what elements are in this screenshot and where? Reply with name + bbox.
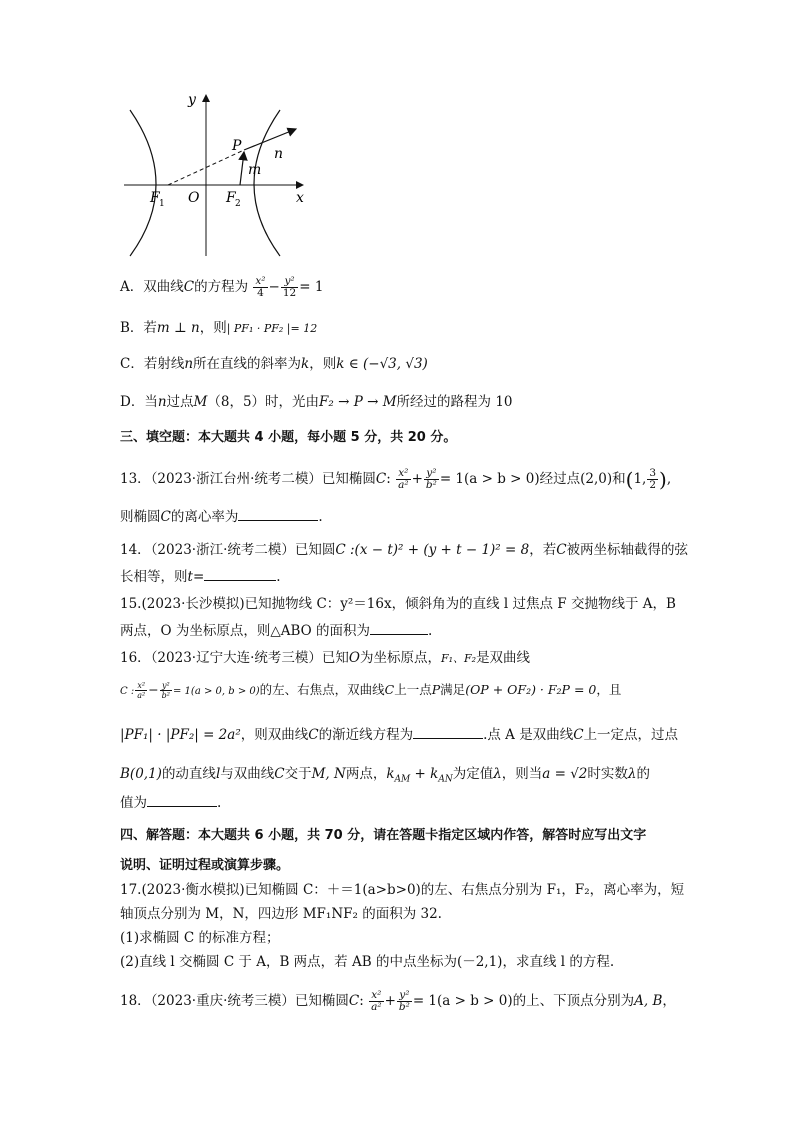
answer-blank-14[interactable] [204,566,276,581]
option-c: C．若射线n所在直线的斜率为k，则k ∈ (−√3, √3) [120,356,428,372]
question-14: 14．（2023·浙江·统考二模）已知圆C :(x − t)² + (y + t − 1)² = 8，若C被两坐标轴截得的弦 [120,542,689,558]
origin-label: O [188,190,200,206]
x-axis-arrow [296,181,304,189]
frac-y2-12: $\frac{\text{y²}}{12}$ [282,275,297,299]
question-14-line2: 长相等，则t= . [120,566,281,587]
question-17-line2: 轴顶点分别为 M，N，四边形 MF₁NF₂ 的面积为 32. [120,906,442,922]
f1-sub: 1 [159,199,165,209]
question-17-part2: (2)直线 l 交椭圆 C 于 A，B 两点，若 AB 的中点坐标为(－2,1)，求直线 l 的方程. [120,954,615,970]
answer-blank-16b[interactable] [147,792,217,807]
option-a: A．双曲线C的方程为 $\frac{\text{x²}}{4}$ − $\frac{\text{y²}}{12}$ = 1 [120,275,324,299]
y-label: y [188,92,196,108]
answer-blank-16a[interactable] [413,724,483,739]
answer-blank-13[interactable] [238,506,318,521]
f1-label: F [150,190,160,206]
question-17-part1: (1)求椭圆 C 的标准方程； [120,930,280,946]
question-16-line4: B(0,1)的动直线l与双曲线C交于M, N两点，$k_{AM} + k_{AN}$为定值λ，则当a = √2时实数λ的 [120,766,650,785]
section-4-heading-line2: 说明、证明过程或演算步骤。 [120,858,290,873]
section-4-heading: 四、解答题：本大题共 6 小题，共 70 分，请在答题卡指定区域内作答，解答时应写出文字 [120,828,647,843]
right-branch [254,110,280,256]
f2-label: F [226,190,236,206]
x-label: x [296,190,304,206]
n-label: n [274,146,284,162]
question-13: 13．（2023·浙江台州·统考二模）已知椭圆C: $\frac{\text{x²}}{\text{a²}}$ + $\frac{\text{y²}}{\text{b²}}$ = 1(a > b > 0)经过点(2,0)和(1, $\frac{3}{2}$ ), [120,467,672,492]
frac-x2-4: $\frac{\text{x²}}{4}$ [255,275,266,299]
question-16: 16．（2023·辽宁大连·统考三模）已知O为坐标原点，F₁、F₂是双曲线 [120,650,531,666]
option-b: B．若m ⊥ n，则| PF₁ · PF₂ |= 12 [120,320,318,336]
answer-blank-15[interactable] [370,620,428,635]
question-13-line2: 则椭圆C的离心率为 . [120,506,323,527]
left-branch [130,110,156,256]
y-axis-arrow [202,94,210,102]
question-15-line2: 两点，O 为坐标原点，则△ABO 的面积为 . [120,620,432,641]
question-17: 17.(2023·衡水模拟)已知椭圆 C：＋＝1(a>b>0)的左、右焦点分别为 F₁，F₂，离心率为，短 [120,882,685,898]
section-3-heading: 三、填空题：本大题共 4 小题，每小题 5 分，共 20 分。 [120,430,457,445]
ray-n [244,129,296,150]
option-d: D．当n过点M（8，5）时，光由F₂ → P → M所经过的路程为 10 [120,394,513,410]
question-16-line5: 值为 . [120,792,221,813]
ray-m [240,152,244,185]
hyperbola-figure [120,88,320,260]
m-label: m [248,162,262,178]
question-15: 15.(2023·长沙模拟)已知抛物线 C：y²＝16x，倾斜角为的直线 l 过焦点 F 交抛物线于 A，B [120,596,676,612]
p-label: P [232,138,242,154]
question-16-line3: |PF₁| · |PF₂| = 2a²，则双曲线C的渐近线方程为 .点 A 是双曲线C上一定点，过点 [120,724,678,745]
f2-sub: 2 [235,199,241,209]
question-16-line2: C : $\frac{\text{x²}}{\text{a²}}$ − $\frac{\text{y²}}{\text{b²}}$ = 1(a > 0, b > 0)的左、右焦点，双曲线C上一点P满足(OP + OF₂) · F₂P = 0，且 [120,681,622,700]
question-18: 18．（2023·重庆·统考三模）已知椭圆C: $\frac{\text{x²}}{\text{a²}}$ + $\frac{\text{y²}}{\text{b²}}$ = 1(a > b > 0)的上、下顶点分别为A, B， [120,989,676,1013]
